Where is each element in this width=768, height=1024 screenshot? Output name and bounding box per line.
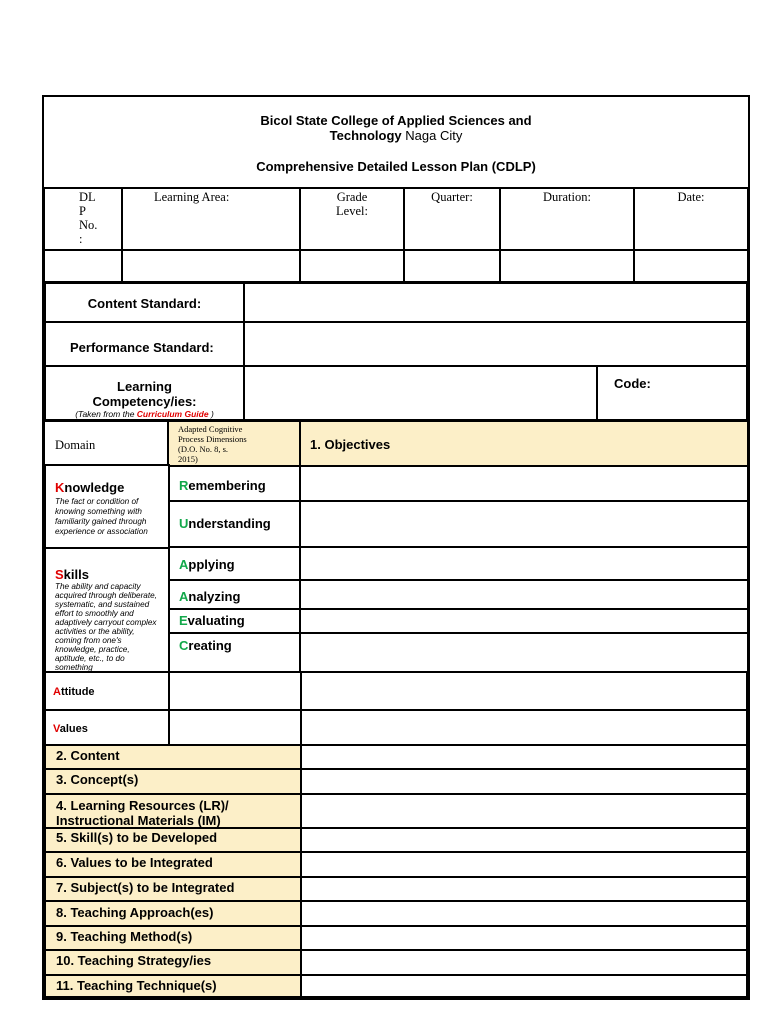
values-rest: alues — [59, 723, 88, 735]
section-strategies-value[interactable] — [300, 949, 748, 976]
section-learning-resources-label — [44, 793, 302, 829]
learning-competency-line2: Competency/ies: — [92, 394, 197, 409]
learning-competency-label — [44, 365, 245, 421]
plan-title: Comprehensive Detailed Lesson Plan (CDLP) — [256, 159, 536, 174]
analyzing-initial: A — [179, 589, 189, 604]
knowledge-rest: nowledge — [64, 480, 125, 495]
learning-area-value[interactable] — [122, 250, 300, 282]
attitude-initial: A — [53, 686, 61, 698]
institution-name — [44, 113, 748, 143]
learning-resources-line1: 4. Learning Resources (LR)/ — [56, 798, 229, 813]
section-subjects-value[interactable] — [300, 876, 748, 902]
learning-competency-line1: Learning — [117, 379, 172, 394]
code-label: Code: — [596, 365, 748, 421]
section-values-label: 6. Values to be Integrated — [44, 851, 302, 878]
remembering-initial: R — [179, 478, 189, 493]
objective-creating[interactable] — [300, 633, 748, 673]
objectives-heading: 1. Objectives — [300, 421, 748, 466]
adapted-line: Process Dimensions — [178, 434, 247, 444]
skills-initial: S — [55, 567, 64, 582]
grade-level-line: Level: — [336, 204, 368, 218]
objective-values[interactable] — [300, 709, 748, 746]
remembering-rest: emembering — [188, 478, 266, 493]
dlp-line: No. — [79, 218, 98, 232]
quarter-value[interactable] — [404, 250, 500, 282]
content-standard-value[interactable] — [243, 282, 748, 323]
date-label: Date: — [634, 187, 748, 250]
section-concepts-label: 3. Concept(s) — [44, 768, 302, 795]
content-standard-label: Content Standard: — [44, 282, 245, 323]
process-applying — [168, 547, 300, 580]
process-creating — [168, 633, 300, 673]
dlp-line: DL — [79, 190, 96, 204]
skills-rest: kills — [63, 567, 89, 582]
applying-initial: A — [179, 557, 189, 572]
section-skills-value[interactable] — [300, 827, 748, 853]
dlp-line: : — [79, 232, 83, 246]
domain-attitude — [44, 671, 170, 711]
section-skills-label: 5. Skill(s) to be Developed — [44, 827, 302, 853]
values-initial: V — [53, 723, 60, 735]
section-learning-resources-value[interactable] — [300, 793, 748, 829]
performance-standard-value[interactable] — [243, 321, 748, 367]
curriculum-note-prefix: (Taken from the — [75, 409, 137, 419]
objective-analyzing[interactable] — [300, 580, 748, 609]
curriculum-note — [46, 409, 243, 420]
curriculum-guide: Curriculum Guide — [136, 409, 209, 419]
values-process[interactable] — [168, 709, 302, 746]
objective-understanding[interactable] — [300, 501, 748, 547]
section-techniques-label: 11. Teaching Technique(s) — [44, 974, 302, 998]
adapted-cognitive-label — [168, 421, 300, 466]
process-evaluating — [168, 609, 300, 633]
adapted-line: 2015) — [178, 454, 198, 464]
process-analyzing — [168, 580, 300, 609]
objective-applying[interactable] — [300, 547, 748, 580]
skills-description: The ability and capacity acquired through deliberate, systematic, and sustained effort to smoothly and adaptively carryout complex activities or the ability, coming from one's knowledge, practice, aptitude, etc., to do something — [55, 582, 157, 672]
institution-line1: Bicol State College of Applied Sciences and — [260, 113, 532, 128]
understanding-rest: nderstanding — [188, 516, 271, 531]
domain-values — [44, 709, 170, 746]
knowledge-initial: K — [55, 480, 65, 495]
section-approaches-value[interactable] — [300, 900, 748, 927]
creating-initial: C — [179, 638, 189, 653]
learning-area-label: Learning Area: — [122, 187, 300, 250]
learning-resources-line2: Instructional Materials (IM) — [56, 813, 221, 828]
section-content-label: 2. Content — [44, 744, 302, 770]
evaluating-rest: valuating — [187, 613, 245, 628]
section-subjects-label: 7. Subject(s) to be Integrated — [44, 876, 302, 902]
section-values-value[interactable] — [300, 851, 748, 878]
objective-evaluating[interactable] — [300, 609, 748, 633]
knowledge-title — [55, 480, 168, 495]
evaluating-initial: E — [179, 613, 188, 628]
lesson-plan-form — [42, 95, 750, 1000]
dlp-no-label — [44, 187, 122, 250]
adapted-line: Adapted Cognitive — [178, 424, 243, 434]
performance-standard-label: Performance Standard: — [44, 321, 245, 367]
grade-level-label — [300, 187, 404, 250]
process-understanding — [168, 501, 300, 547]
date-value[interactable] — [634, 250, 748, 282]
attitude-process[interactable] — [168, 671, 302, 711]
form-header — [44, 97, 748, 189]
institution-line2 — [44, 128, 748, 143]
duration-value[interactable] — [500, 250, 634, 282]
curriculum-note-suffix: ) — [208, 409, 214, 419]
section-content-value[interactable] — [300, 744, 748, 770]
section-methods-label: 9. Teaching Method(s) — [44, 925, 302, 951]
quarter-label: Quarter: — [404, 187, 500, 250]
skills-title — [55, 567, 168, 582]
domain-skills — [44, 547, 170, 673]
attitude-rest: ttitude — [60, 686, 95, 698]
institution-technology: Technology — [329, 128, 402, 143]
section-approaches-label: 8. Teaching Approach(es) — [44, 900, 302, 927]
section-methods-value[interactable] — [300, 925, 748, 951]
analyzing-rest: nalyzing — [188, 589, 241, 604]
learning-competency-value[interactable] — [243, 365, 598, 421]
section-techniques-value[interactable] — [300, 974, 748, 998]
grade-level-line: Grade — [336, 190, 368, 204]
dlp-no-value[interactable] — [44, 250, 122, 282]
domain-knowledge — [44, 464, 170, 549]
section-strategies-label: 10. Teaching Strategy/ies — [44, 949, 302, 976]
domain-label: Domain — [44, 421, 168, 466]
adapted-line: (D.O. No. 8, s. — [178, 444, 229, 454]
grade-level-value[interactable] — [300, 250, 404, 282]
applying-rest: pplying — [188, 557, 235, 572]
objective-attitude[interactable] — [300, 671, 748, 711]
dlp-line: P — [79, 204, 86, 218]
objective-remembering[interactable] — [300, 466, 748, 501]
process-remembering — [168, 466, 300, 501]
understanding-initial: U — [179, 516, 189, 531]
knowledge-description: The fact or condition of knowing something with familiarity gained through experience or association — [55, 497, 148, 536]
creating-rest: reating — [188, 638, 232, 653]
duration-label: Duration: — [500, 187, 634, 250]
section-concepts-value[interactable] — [300, 768, 748, 795]
institution-city: Naga City — [401, 128, 463, 143]
